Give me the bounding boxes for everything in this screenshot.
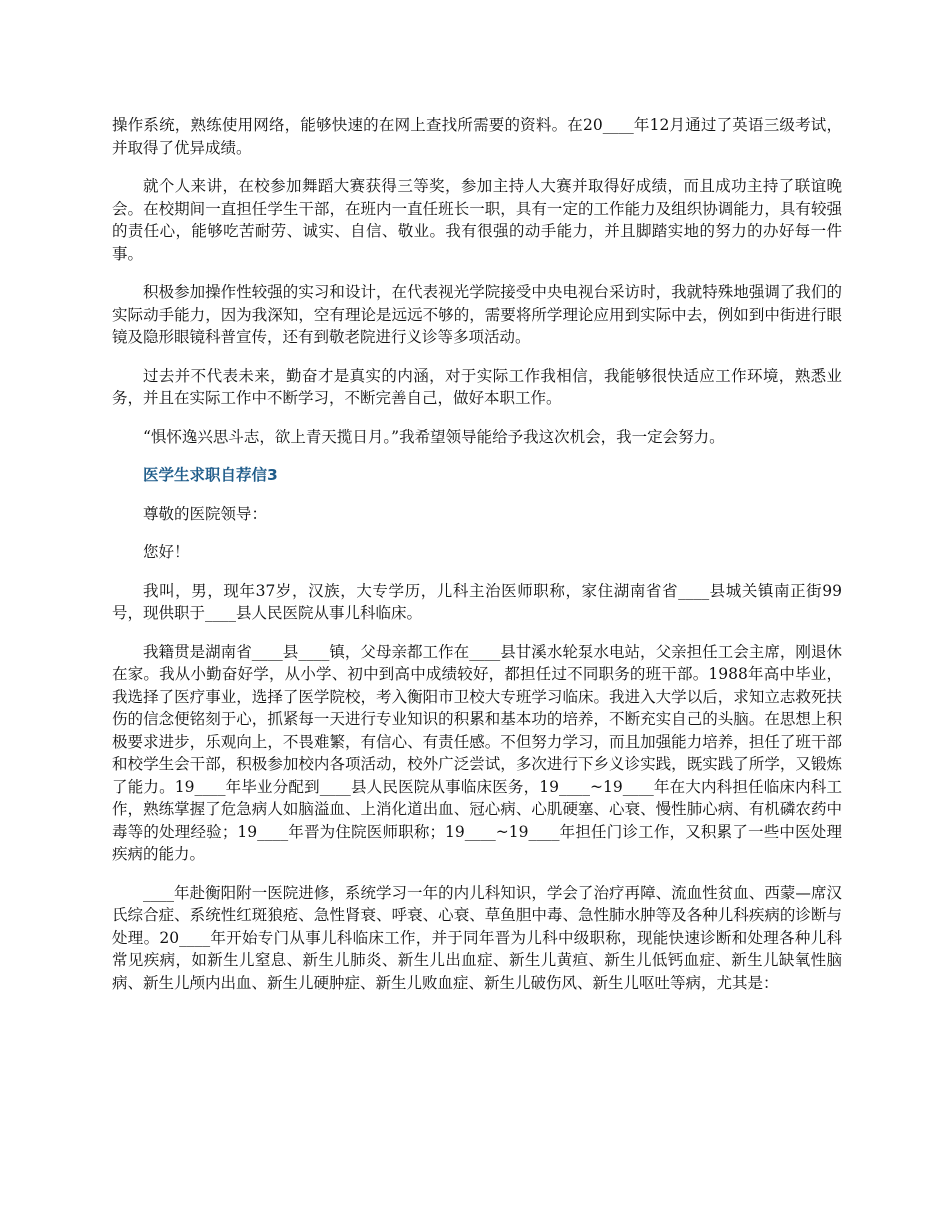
paragraph-practice: 积极参加操作性较强的实习和设计，在代表视光学院接受中央电视台采访时，我就特殊地强调了我们的实际动手能力，因为我深知，空有理论是远远不够的，需要将所学理论应用到实际中去，例如到中街进行眼镜及隐形眼镜科普宣传，还有到敬老院进行义诊等多项活动。	[112, 283, 842, 346]
document-page	[112, 114, 842, 1010]
paragraph-future: 过去并不代表未来，勤奋才是真实的内涵，对于实际工作我相信，我能够很快适应工作环境，熟悉业务，并且在实际工作中不断学习，不断完善自己，做好本职工作。	[112, 366, 842, 407]
paragraph-training: ____年赴衡阳附一医院进修，系统学习一年的内儿科知识，学会了治疗再障、流血性贫血、西蒙—席汉氏综合症、系统性红斑狼疮、急性肾衰、呼衰、心衰、草鱼胆中毒、急性肺水肿等及各种儿科疾病的诊断与处理。20____年开始专门从事儿科临床工作，并于同年晋为儿科中级职称，现能快速诊断和处理各种儿科常见疾病，如新生儿窒息、新生儿肺炎、新生儿出血症、新生儿黄疸、新生儿低钙血症、新生儿缺氧性脑病、新生儿颅内出血、新生儿硬肿症、新生儿败血症、新生儿破伤风、新生儿呕吐等病，尤其是：	[112, 883, 842, 992]
paragraph-continuation: 操作系统，熟练使用网络，能够快速的在网上查找所需要的资料。在20____年12月通过了英语三级考试，并取得了优异成绩。	[112, 116, 842, 157]
salutation: 尊敬的医院领导：	[143, 504, 268, 523]
paragraph-background: 我籍贯是湖南省____县____镇，父母亲都工作在____县甘溪水轮泵水电站，父亲担任工会主席，刚退休在家。我从小勤奋好学，从小学、初中到高中成绩较好，都担任过不同职务的班干部。1988年高中毕业，我选择了医疗事业，选择了医学院校，考入衡阳市卫校大专班学习临床。我进入大学以后，求知立志救死扶伤的信念便铭刻于心，抓紧每一天进行专业知识的积累和基本功的培养，不断充实自己的头脑。在思想上积极要求进步，乐观向上，不畏难繁，有信心、有责任感。不但努力学习，而且加强能力培养，担任了班干部和校学生会干部，积极参加校内各项活动，校外广泛尝试，多次进行下乡义诊实践，既实践了所学，又锻炼了能力。19____年毕业分配到____县人民医院从事临床医务，19____~19____年在大内科担任临床内科工作，熟练掌握了危急病人如脑溢血、上消化道出血、冠心病、心肌硬塞、心衰、慢性肺心病、有机磷农药中毒等的处理经验；19____年晋为住院医师职称；19____~19____年担任门诊工作，又积累了一些中医处理疾病的能力。	[112, 642, 842, 863]
section-title: 医学生求职自荐信3	[143, 466, 278, 484]
paragraph-closing-quote: “惧怀逸兴思斗志，欲上青天揽日月。”我希望领导能给予我这次机会，我一定会努力。	[143, 427, 725, 446]
paragraph-intro: 我叫，男，现年37岁，汉族，大专学历，儿科主治医师职称，家住湖南省省____县城关镇南正街99号，现供职于____县人民医院从事儿科临床。	[112, 581, 842, 622]
paragraph-personal: 就个人来讲，在校参加舞蹈大赛获得三等奖，参加主持人大赛并取得好成绩，而且成功主持了联谊晚会。在校期间一直担任学生干部，在班内一直任班长一职，具有一定的工作能力及组织协调能力，具有较强的责任心，能够吃苦耐劳、诚实、自信、敬业。我有很强的动手能力，并且脚踏实地的努力的办好每一件事。	[112, 177, 842, 263]
greeting: 您好！	[143, 543, 190, 561]
